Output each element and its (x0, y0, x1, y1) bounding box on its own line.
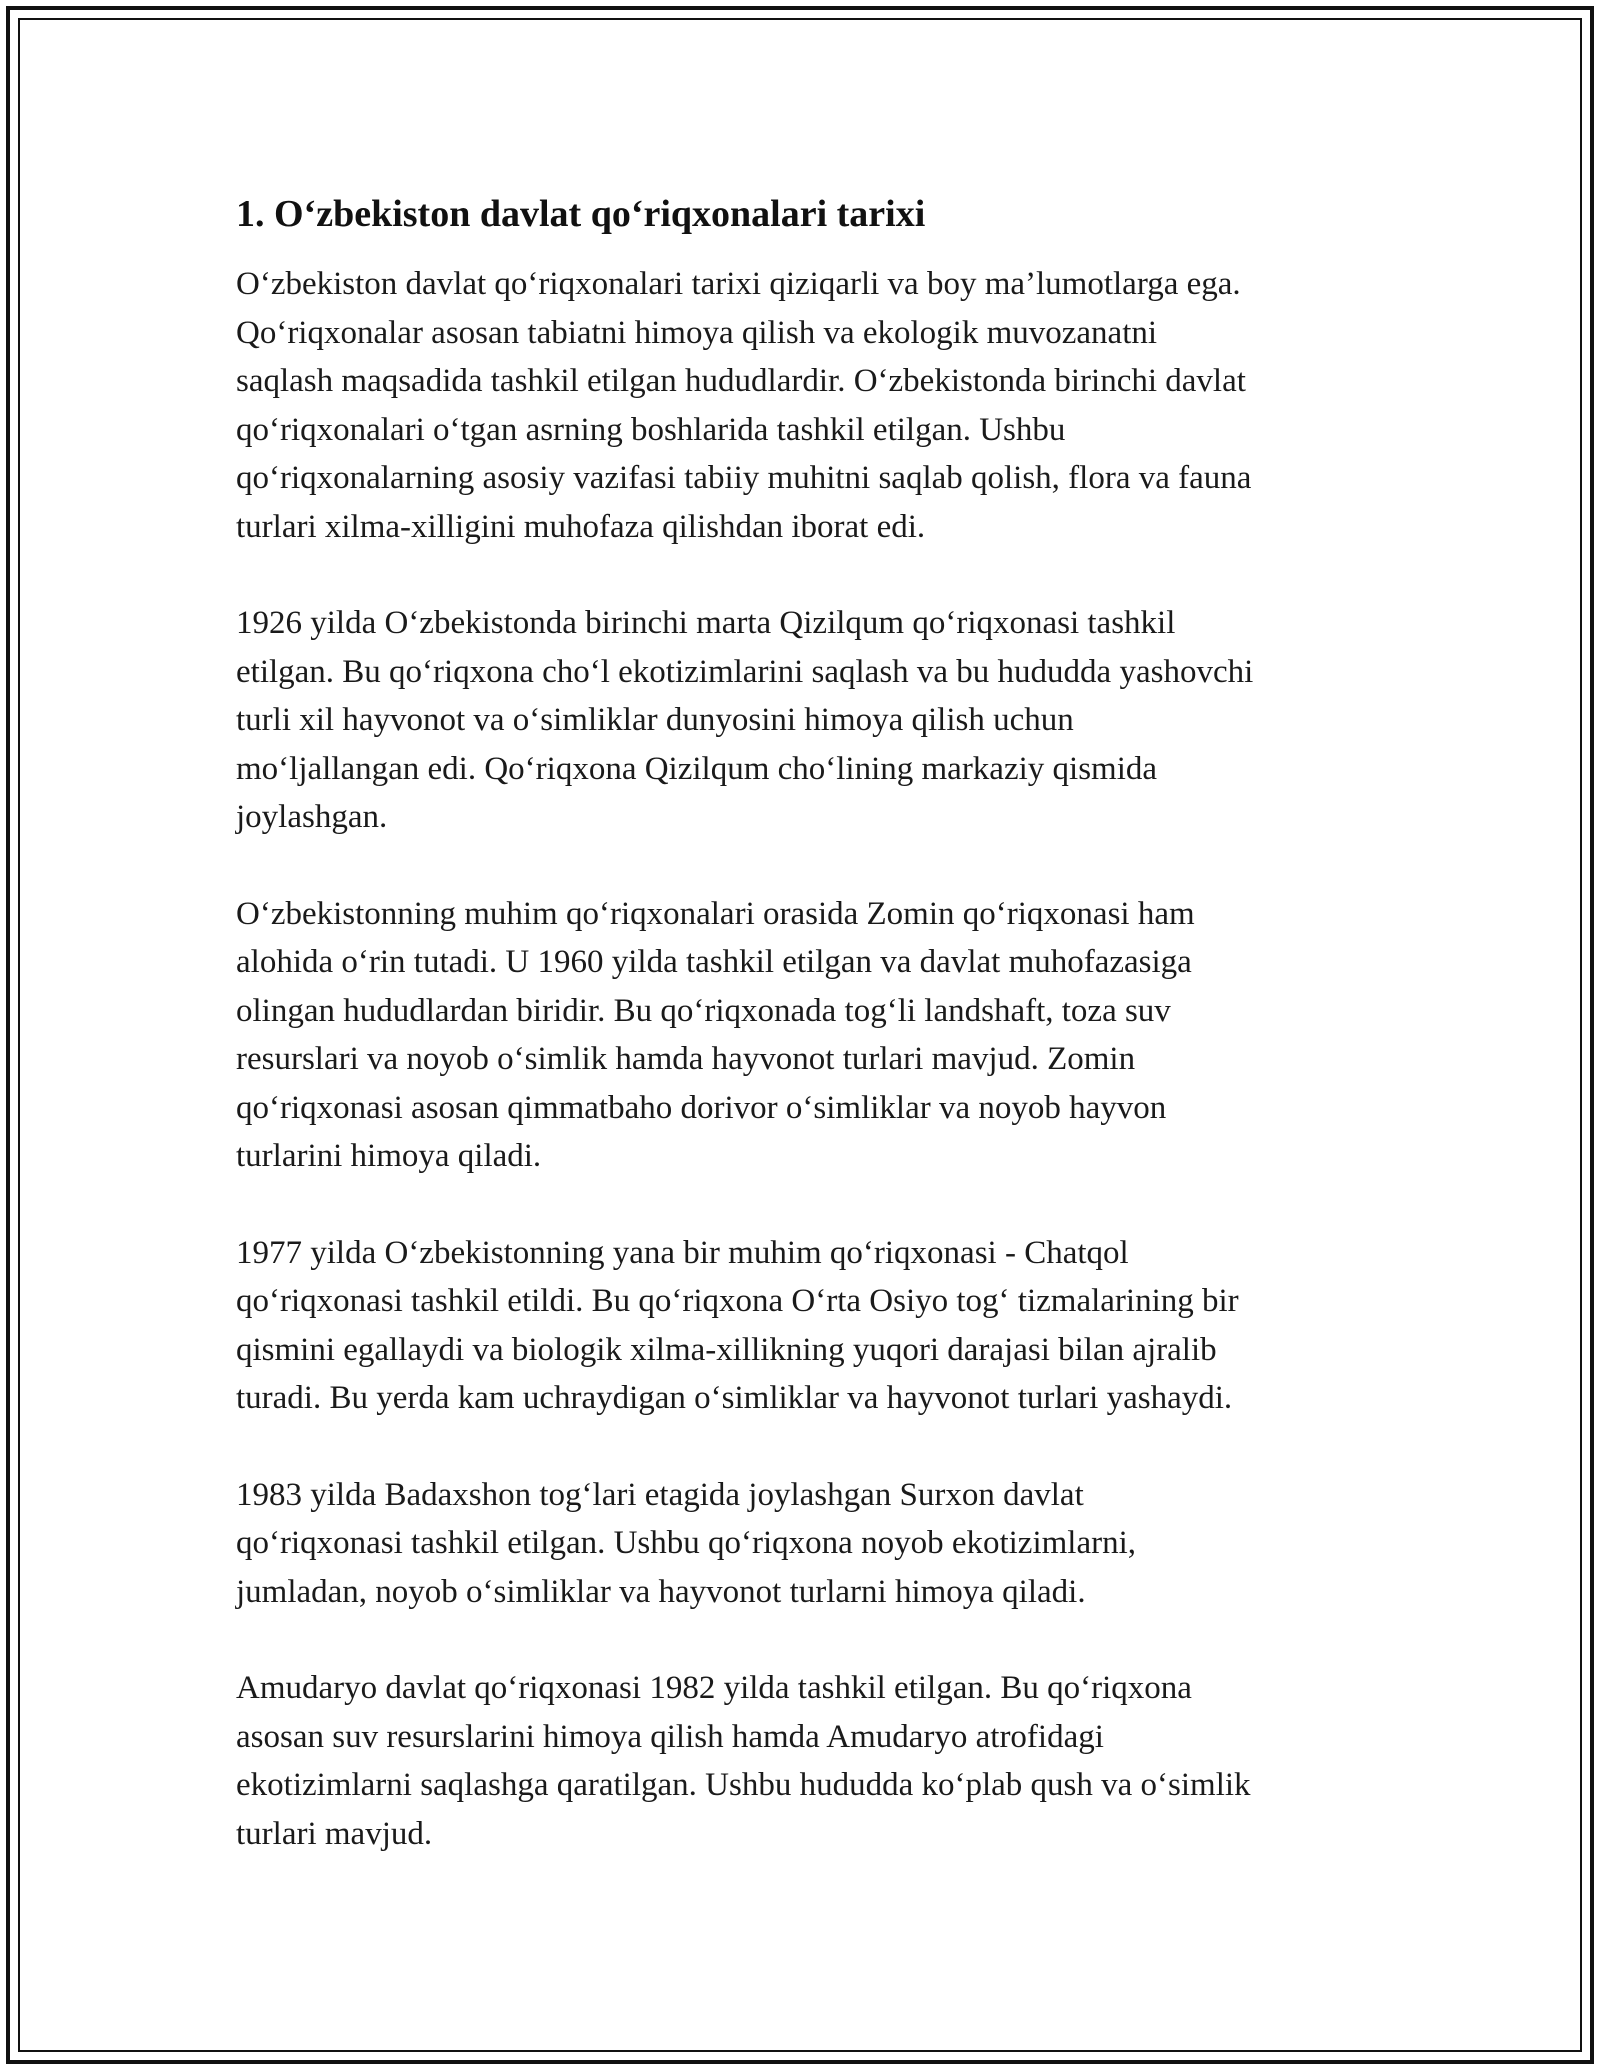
text-line: qo‘riqxonasi asosan qimmatbaho dorivor o‘simliklar va noyob hayvon (236, 1089, 1167, 1126)
text-line: qo‘riqxonalarning asosiy vazifasi tabiiy muhitni saqlab qolish, flora va fauna (236, 460, 1252, 496)
text-line: olingan hududlardan biridir. Bu qo‘riqxonada tog‘li landshaft, toza suv (236, 992, 1171, 1029)
text-line: O‘zbekiston davlat qo‘riqxonalari tarixi qiziqarli va boy ma’lumotlarga ega. (236, 266, 1241, 302)
text-line: O‘zbekistonning muhim qo‘riqxonalari orasida Zomin qo‘riqxonasi ham (236, 895, 1195, 932)
paragraph-chatqol (236, 1229, 1376, 1423)
text-line: alohida o‘rin tutadi. U 1960 yilda tashkil etilgan va davlat muhofazasiga (236, 944, 1192, 980)
text-line: mo‘ljallangan edi. Qo‘riqxona Qizilqum cho‘lining markaziy qismida (236, 750, 1158, 787)
text-line: qo‘riqxonasi tashkil etilgan. Ushbu qo‘riqxona noyob ekotizimlarni, (236, 1525, 1137, 1561)
paragraph-surxon (236, 1471, 1376, 1617)
text-line: qismini egallaydi va biologik xilma-xillikning yuqori darajasi bilan ajralib (236, 1331, 1217, 1368)
text-line: etilgan. Bu qo‘riqxona cho‘l ekotizimlarini saqlash va bu hududda yashovchi (236, 653, 1254, 690)
text-line: jumladan, noyob o‘simliklar va hayvonot turlarni himoya qiladi. (236, 1573, 1086, 1610)
text-line: joylashgan. (236, 799, 388, 835)
text-line: qo‘riqxonasi tashkil etildi. Bu qo‘riqxona O‘rta Osiyo tog‘ tizmalarining bir (236, 1283, 1239, 1319)
text-line: turlari xilma-xilligini muhofaza qilishdan iborat edi. (236, 508, 926, 545)
text-line: turlarini himoya qiladi. (236, 1138, 542, 1174)
paragraph-amudaryo (236, 1664, 1376, 1858)
paragraph-qizilqum (236, 599, 1376, 842)
text-line: asosan suv resurslarini himoya qilish hamda Amudaryo atrofidagi (236, 1718, 1104, 1755)
text-line: turli xil hayvonot va o‘simliklar dunyosini himoya qilish uchun (236, 702, 1074, 738)
text-line: 1926 yilda O‘zbekistonda birinchi marta Qizilqum qo‘riqxonasi tashkil (236, 605, 1176, 641)
paragraph-history-intro (236, 260, 1376, 551)
text-line: 1977 yilda O‘zbekistonning yana bir muhim qo‘riqxonasi - Chatqol (236, 1234, 1129, 1271)
section-heading: 1. O‘zbekiston davlat qo‘riqxonalari tarixi (236, 193, 926, 235)
text-line: turadi. Bu yerda kam uchraydigan o‘simliklar va hayvonot turlari yashaydi. (236, 1380, 1233, 1416)
text-line: qo‘riqxonalari o‘tgan asrning boshlarida tashkil etilgan. Ushbu (236, 411, 1066, 448)
text-line: Amudaryo davlat qo‘riqxonasi 1982 yilda tashkil etilgan. Bu qo‘riqxona (236, 1670, 1192, 1706)
text-line: ekotizimlarni saqlashga qaratilgan. Ushbu hududda ko‘plab qush va o‘simlik (236, 1767, 1251, 1803)
text-line: Qo‘riqxonalar asosan tabiatni himoya qilish va ekologik muvozanatni (236, 314, 1158, 351)
text-line: turlari mavjud. (236, 1815, 433, 1852)
document-body (236, 186, 1376, 1906)
paragraph-zomin (236, 890, 1376, 1181)
text-line: resurslari va noyob o‘simlik hamda hayvonot turlari mavjud. Zomin (236, 1041, 1136, 1077)
text-line: saqlash maqsadida tashkil etilgan hududlardir. O‘zbekistonda birinchi davlat (236, 363, 1246, 399)
text-line: 1983 yilda Badaxshon tog‘lari etagida joylashgan Surxon davlat (236, 1476, 1084, 1513)
